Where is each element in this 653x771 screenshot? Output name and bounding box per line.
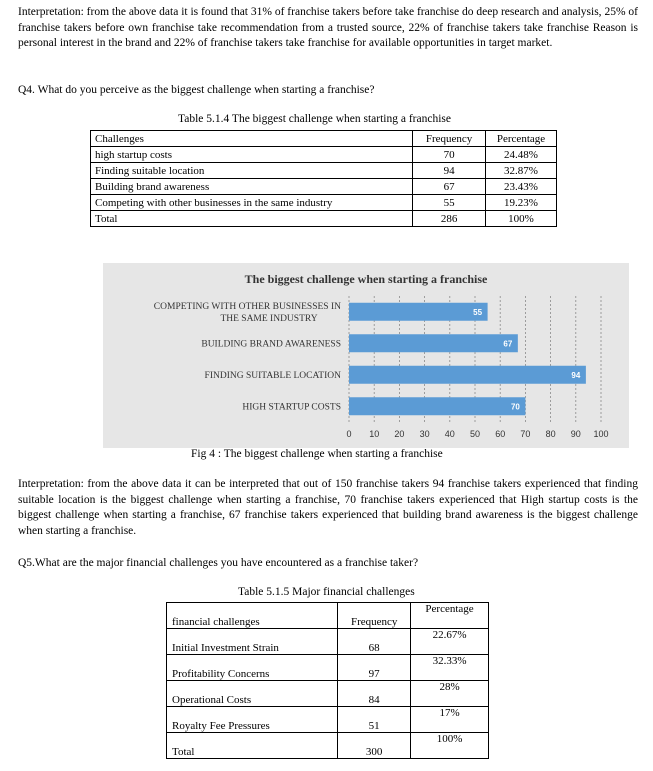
bar <box>349 397 525 415</box>
table-row <box>167 707 489 733</box>
financial-challenges-table <box>166 602 489 759</box>
interpretation-paragraph-2: Interpretation: from the above data it can be interpreted that out of 150 franchise takers 94 franchise takers experienced that finding suitable location is the biggest challenge when starting a franchise, 70 franchise takers experienced that High startup costs is the biggest challenge when starting a franchise, 67 franchise takers experienced that building brand awareness is the biggest challenge when starting a franchise. <box>18 478 638 537</box>
table-cell: 22.67% <box>411 629 489 655</box>
table-cell: 32.33% <box>411 655 489 681</box>
challenges-table <box>90 130 557 227</box>
table-cell: Royalty Fee Pressures <box>167 707 338 733</box>
table-cell: Operational Costs <box>167 681 338 707</box>
table-cell: 23.43% <box>486 179 557 195</box>
table-row <box>91 163 557 179</box>
table-cell: Total <box>91 211 413 227</box>
table-cell: Profitability Concerns <box>167 655 338 681</box>
x-tick-label: 10 <box>369 429 380 439</box>
question-4: Q4. What do you perceive as the biggest challenge when starting a franchise? <box>18 84 375 96</box>
bar <box>349 334 518 352</box>
table-row <box>167 629 489 655</box>
header-cell: Challenges <box>91 131 413 147</box>
table-cell: Initial Investment Strain <box>167 629 338 655</box>
table-1-caption: Table 5.1.4 The biggest challenge when starting a franchise <box>178 113 451 125</box>
category-label: COMPETING WITH OTHER BUSINESSES IN THE SAME INDUSTRY <box>153 301 341 324</box>
table-cell: 24.48% <box>486 147 557 163</box>
table-cell: 55 <box>413 195 486 211</box>
table-cell: 19.23% <box>486 195 557 211</box>
category-label: HIGH STARTUP COSTS <box>242 402 341 413</box>
table-cell: 28% <box>411 681 489 707</box>
table-2-caption: Table 5.1.5 Major financial challenges <box>238 586 415 598</box>
x-tick-label: 50 <box>469 429 481 439</box>
table-cell: 100% <box>411 733 489 759</box>
table-cell: Building brand awareness <box>91 179 413 195</box>
table-header-row <box>167 603 489 629</box>
table-row <box>91 211 557 227</box>
question-5: Q5.What are the major financial challenges you have encountered as a franchise taker? <box>18 557 419 569</box>
table-cell: 67 <box>413 179 486 195</box>
table-cell: high startup costs <box>91 147 413 163</box>
x-tick-label: 70 <box>520 429 531 439</box>
table-cell: 84 <box>338 681 411 707</box>
table-row <box>91 179 557 195</box>
table-row <box>167 655 489 681</box>
category-label: BUILDING BRAND AWARENESS <box>201 339 341 350</box>
x-tick-label: 20 <box>394 429 405 439</box>
data-label: 67 <box>503 339 513 349</box>
table-cell: 32.87% <box>486 163 557 179</box>
data-label: 70 <box>510 402 520 412</box>
chart-svg <box>103 263 629 448</box>
table-header-row <box>91 131 557 147</box>
x-tick-label: 30 <box>419 429 430 439</box>
table-cell: Total <box>167 733 338 759</box>
header-cell: financial challenges <box>167 603 338 629</box>
header-cell: Frequency <box>413 131 486 147</box>
bar <box>349 366 586 384</box>
data-label: 55 <box>473 307 483 317</box>
table-cell: 51 <box>338 707 411 733</box>
table-cell: 94 <box>413 163 486 179</box>
table-cell: Competing with other businesses in the same industry <box>91 195 413 211</box>
header-cell: Percentage <box>486 131 557 147</box>
table-cell: 97 <box>338 655 411 681</box>
header-cell: Percentage <box>411 603 489 629</box>
x-tick-label: 0 <box>346 429 352 439</box>
challenge-bar-chart <box>103 263 629 448</box>
table-cell: 70 <box>413 147 486 163</box>
x-tick-label: 80 <box>545 429 556 439</box>
header-cell: Frequency <box>338 603 411 629</box>
data-label: 94 <box>571 370 581 380</box>
table-row <box>167 681 489 707</box>
figure-caption: Fig 4 : The biggest challenge when starting a franchise <box>191 448 443 460</box>
category-label: FINDING SUITABLE LOCATION <box>204 370 341 381</box>
chart-title: The biggest challenge when starting a franchise <box>244 272 488 286</box>
x-tick-label: 40 <box>444 429 455 439</box>
interpretation-paragraph-1: Interpretation: from the above data it is found that 31% of franchise takers before take franchise do deep research and analysis, 25% of franchise takers before own franchise take recommendation from a trusted source, 22% of franchise takers take franchise Reason is personal interest in the brand and 22% of franchise takers take franchise for available opportunities in target market. <box>18 6 638 50</box>
table-cell: 100% <box>486 211 557 227</box>
table-row <box>167 733 489 759</box>
table-cell: Finding suitable location <box>91 163 413 179</box>
table-row <box>91 195 557 211</box>
x-tick-label: 90 <box>570 429 581 439</box>
bar <box>349 303 488 321</box>
table-cell: 286 <box>413 211 486 227</box>
table-cell: 300 <box>338 733 411 759</box>
table-cell: 68 <box>338 629 411 655</box>
x-tick-label: 100 <box>593 429 609 439</box>
table-cell: 17% <box>411 707 489 733</box>
table-row <box>91 147 557 163</box>
x-tick-label: 60 <box>495 429 506 439</box>
